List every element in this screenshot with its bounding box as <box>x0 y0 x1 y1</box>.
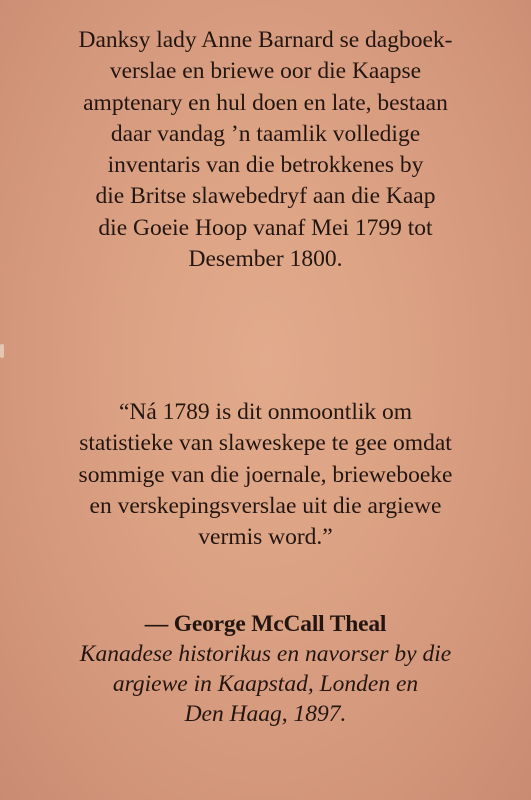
author-name: — George McCall Theal <box>144 611 387 637</box>
intro-paragraph <box>20 25 511 275</box>
page-edge-mark <box>0 344 4 358</box>
intro-line: amptenary en hul doen en late, bestaan <box>83 89 448 116</box>
author-description <box>20 639 511 729</box>
intro-line: die Goeie Hoop vanaf Mei 1799 tot <box>98 214 433 241</box>
quote-line: vermis word.” <box>198 524 333 551</box>
quote-line: statistieke van slaweskepe te gee omdat <box>79 430 452 457</box>
intro-line: Danksy lady Anne Barnard se dagboek- <box>78 27 453 53</box>
intro-line: inventaris van die betrokkenes by <box>107 152 424 179</box>
quote-line: sommige van die joernale, brieweboeke <box>78 461 453 488</box>
intro-line: Desember 1800. <box>188 246 343 273</box>
intro-line: die Britse slawebedryf aan die Kaap <box>95 183 436 210</box>
author-description-line: Kanadese historikus en navorser by die <box>79 641 452 667</box>
quote-paragraph <box>20 397 511 553</box>
quote-line: en verskepingsverslae uit die argiewe <box>89 492 442 519</box>
author-description-line: argiewe in Kaapstad, Londen en <box>112 671 419 697</box>
intro-line: verslae en briewe oor die Kaapse <box>109 58 422 85</box>
quote-attribution <box>20 609 511 729</box>
intro-line: daar vandag ’n taamlik volledige <box>110 120 421 147</box>
quote-line: “Ná 1789 is dit onmoontlik om <box>118 399 413 425</box>
author-description-line: Den Haag, 1897. <box>184 701 347 727</box>
